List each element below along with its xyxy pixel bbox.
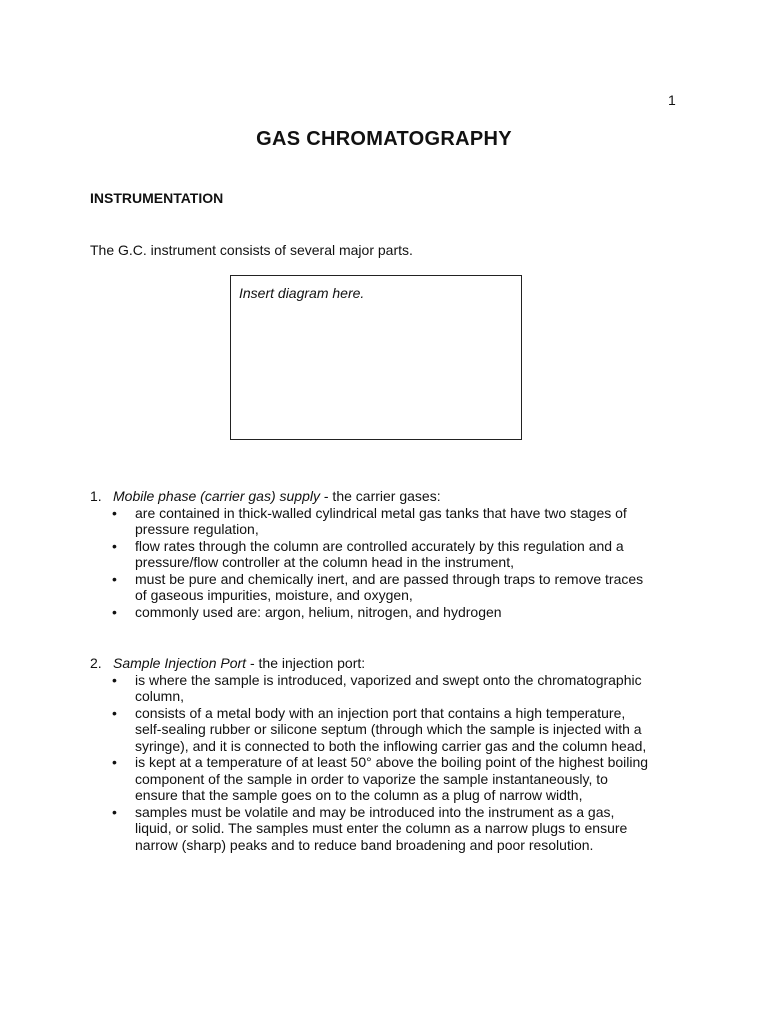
bullet-icon: • [112,537,117,554]
intro-paragraph: The G.C. instrument consists of several major parts. [90,242,413,258]
list-item-text: consists of a metal body with an injection port that contains a high temperature, self-sealing rubber or silicone septum (through which the sample is injected with a syringe), and it is connected to both the inflowing carrier gas and the column head, [135,704,647,754]
section-heading: INSTRUMENTATION [90,190,224,206]
list-item-text: samples must be volatile and may be introduced into the instrument as a gas, liquid, or solid. The samples must enter the column as a narrow plugs to ensure narrow (sharp) peaks and to reduce band broadening and poor resolution. [135,803,628,853]
item-number: 2. [90,655,102,671]
bullet-list [90,505,650,621]
diagram-placeholder-box [230,275,522,440]
item-lead: - the carrier gases: [319,488,441,504]
list-item-text: is where the sample is introduced, vaporized and swept onto the chromatographic column, [135,671,642,704]
list-item [90,705,650,755]
bullet-icon: • [112,603,117,620]
item-term: Mobile phase (carrier gas) supply [113,488,320,504]
bullet-icon: • [112,704,117,721]
bullet-icon: • [112,504,117,521]
list-item [90,804,650,854]
list-item-text: are contained in thick-walled cylindrical metal gas tanks that have two stages of pressure regulation, [135,504,627,537]
list-item [90,571,650,604]
bullet-list [90,672,650,854]
item-heading [90,488,650,505]
bullet-icon: • [112,671,117,688]
bullet-icon: • [112,803,117,820]
list-item [90,754,650,804]
item-term: Sample Injection Port [113,655,247,671]
page-number: 1 [668,92,676,108]
diagram-caption: Insert diagram here. [239,285,365,301]
bullet-icon: • [112,754,117,770]
list-item-text: is kept at a temperature of at least 50° above the boiling point of the highest boiling component of the sample in order to vaporize the sample instantaneously, to ensure that the sample goes on to the column as a plug of narrow width, [135,754,649,803]
list-item [90,604,650,621]
list-item-text: flow rates through the column are controlled accurately by this regulation and a pressure/flow controller at the column head in the instrument, [135,537,624,570]
list-item [90,505,650,538]
document-title: GAS CHROMATOGRAPHY [256,128,512,150]
item-number: 1. [90,488,102,504]
list-item [90,538,650,571]
numbered-item-mobile-phase [90,488,650,620]
numbered-item-injection-port [90,655,650,853]
list-item-text: must be pure and chemically inert, and are passed through traps to remove traces of gaseous impurities, moisture, and oxygen, [135,570,644,603]
list-item-text: commonly used are: argon, helium, nitrogen, and hydrogen [135,603,502,620]
item-heading [90,655,650,672]
list-item [90,672,650,705]
bullet-icon: • [112,570,117,587]
item-lead: - the injection port: [246,655,366,671]
